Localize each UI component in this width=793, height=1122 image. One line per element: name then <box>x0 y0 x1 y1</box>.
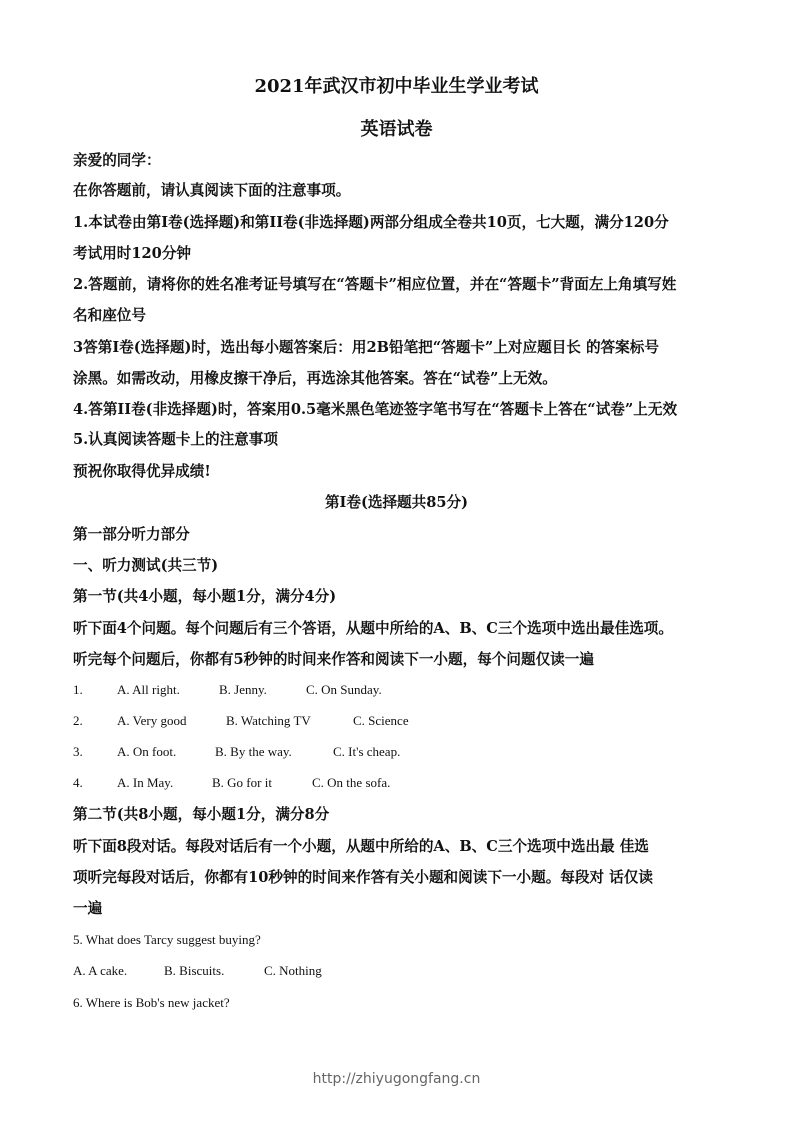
question-number: 3. <box>73 744 83 759</box>
option-c: C. Nothing <box>264 963 322 978</box>
wish-line: 预祝你取得优异成绩! <box>73 463 211 480</box>
option-b: B. Biscuits. <box>164 963 225 978</box>
question-number: 2. <box>73 713 83 728</box>
notice-item-4: 4.答第II卷(非选择题)时，答案用0.5毫米黑色笔迹签字笔书写在“答题卡上答在“试卷”上无效 <box>73 401 678 418</box>
listening-test-title: 一、听力测试(共三节) <box>73 557 219 574</box>
notice-item-3: 3答第Ⅰ卷(选择题)时，选出每小题答案后：用2B铅笔把“答题卡”上对应题目长 的答案标号 <box>73 339 659 356</box>
option-a: A. Very good <box>117 713 187 728</box>
question-number: 4. <box>73 775 83 790</box>
question-number: 1. <box>73 682 83 697</box>
notice-item-5: 5.认真阅读答题卡上的注意事项 <box>73 431 278 448</box>
option-a: A. In May. <box>117 775 174 790</box>
option-b: B. Watching TV <box>226 713 311 728</box>
notice-item-1-cont: 考试用时120分钟 <box>73 245 192 262</box>
option-a: A. All right. <box>117 682 180 697</box>
section-1-instruction-cont: 听完每个问题后，你都有5秒钟的时间来作答和阅读下一小题，每个问题仅读一遍 <box>73 651 594 668</box>
option-c: C. On Sunday. <box>306 682 382 697</box>
option-c: C. It's cheap. <box>333 744 401 759</box>
part-title: 第一部分听力部分 <box>73 526 190 543</box>
option-a: A. A cake. <box>73 963 128 978</box>
notice-item-1: 1.本试卷由第Ⅰ卷(选择题)和第II卷(非选择题)两部分组成全卷共10页，七大题，满分120分 <box>73 214 669 231</box>
greeting: 亲爱的同学： <box>73 152 161 169</box>
section-2-instruction-cont: 项听完每段对话后，你都有10秒钟的时间来作答有关小题和阅读下一小题。每段对 话仅读 <box>73 869 653 886</box>
section-1-title: 第一节(共4小题，每小题1分，满分4分) <box>73 588 337 605</box>
option-a: A. On foot. <box>117 744 177 759</box>
section-heading: 第Ⅰ卷(选择题共85分) <box>324 494 469 511</box>
notice-item-2-cont: 名和座位号 <box>73 307 146 324</box>
option-c: C. On the sofa. <box>312 775 391 790</box>
question-5: 5. What does Tarcy suggest buying? <box>73 932 261 947</box>
notice-line: 在你答题前，请认真阅读下面的注意事项。 <box>73 182 351 199</box>
footer-url[interactable]: http://zhiyugongfang.cn <box>312 1071 481 1087</box>
option-b: B. Go for it <box>212 775 272 790</box>
section-2-instruction: 听下面8段对话。每段对话后有一个小题，从题中所给的A、B、C三个选项中选出最 佳选 <box>73 838 649 855</box>
option-c: C. Science <box>353 713 409 728</box>
notice-item-3-cont: 涂黑。如需改动，用橡皮擦干净后，再选涂其他答案。答在“试卷”上无效。 <box>73 370 557 387</box>
section-1-instruction: 听下面4个问题。每个问题后有三个答语，从题中所给的A、B、C三个选项中选出最佳选项。 <box>73 620 673 637</box>
notice-item-2: 2.答题前，请将你的姓名准考证号填写在“答题卡”相应位置，并在“答题卡”背面左上角填写姓 <box>73 276 677 293</box>
exam-title: 2021年武汉市初中毕业生学业考试 <box>254 76 539 97</box>
question-6: 6. Where is Bob's new jacket? <box>73 995 230 1010</box>
exam-subtitle: 英语试卷 <box>360 119 433 140</box>
section-2-title: 第二节(共8小题，每小题1分，满分8分 <box>73 806 330 823</box>
option-b: B. Jenny. <box>219 682 267 697</box>
section-2-instruction-end: 一遍 <box>73 900 103 917</box>
option-b: B. By the way. <box>215 744 292 759</box>
